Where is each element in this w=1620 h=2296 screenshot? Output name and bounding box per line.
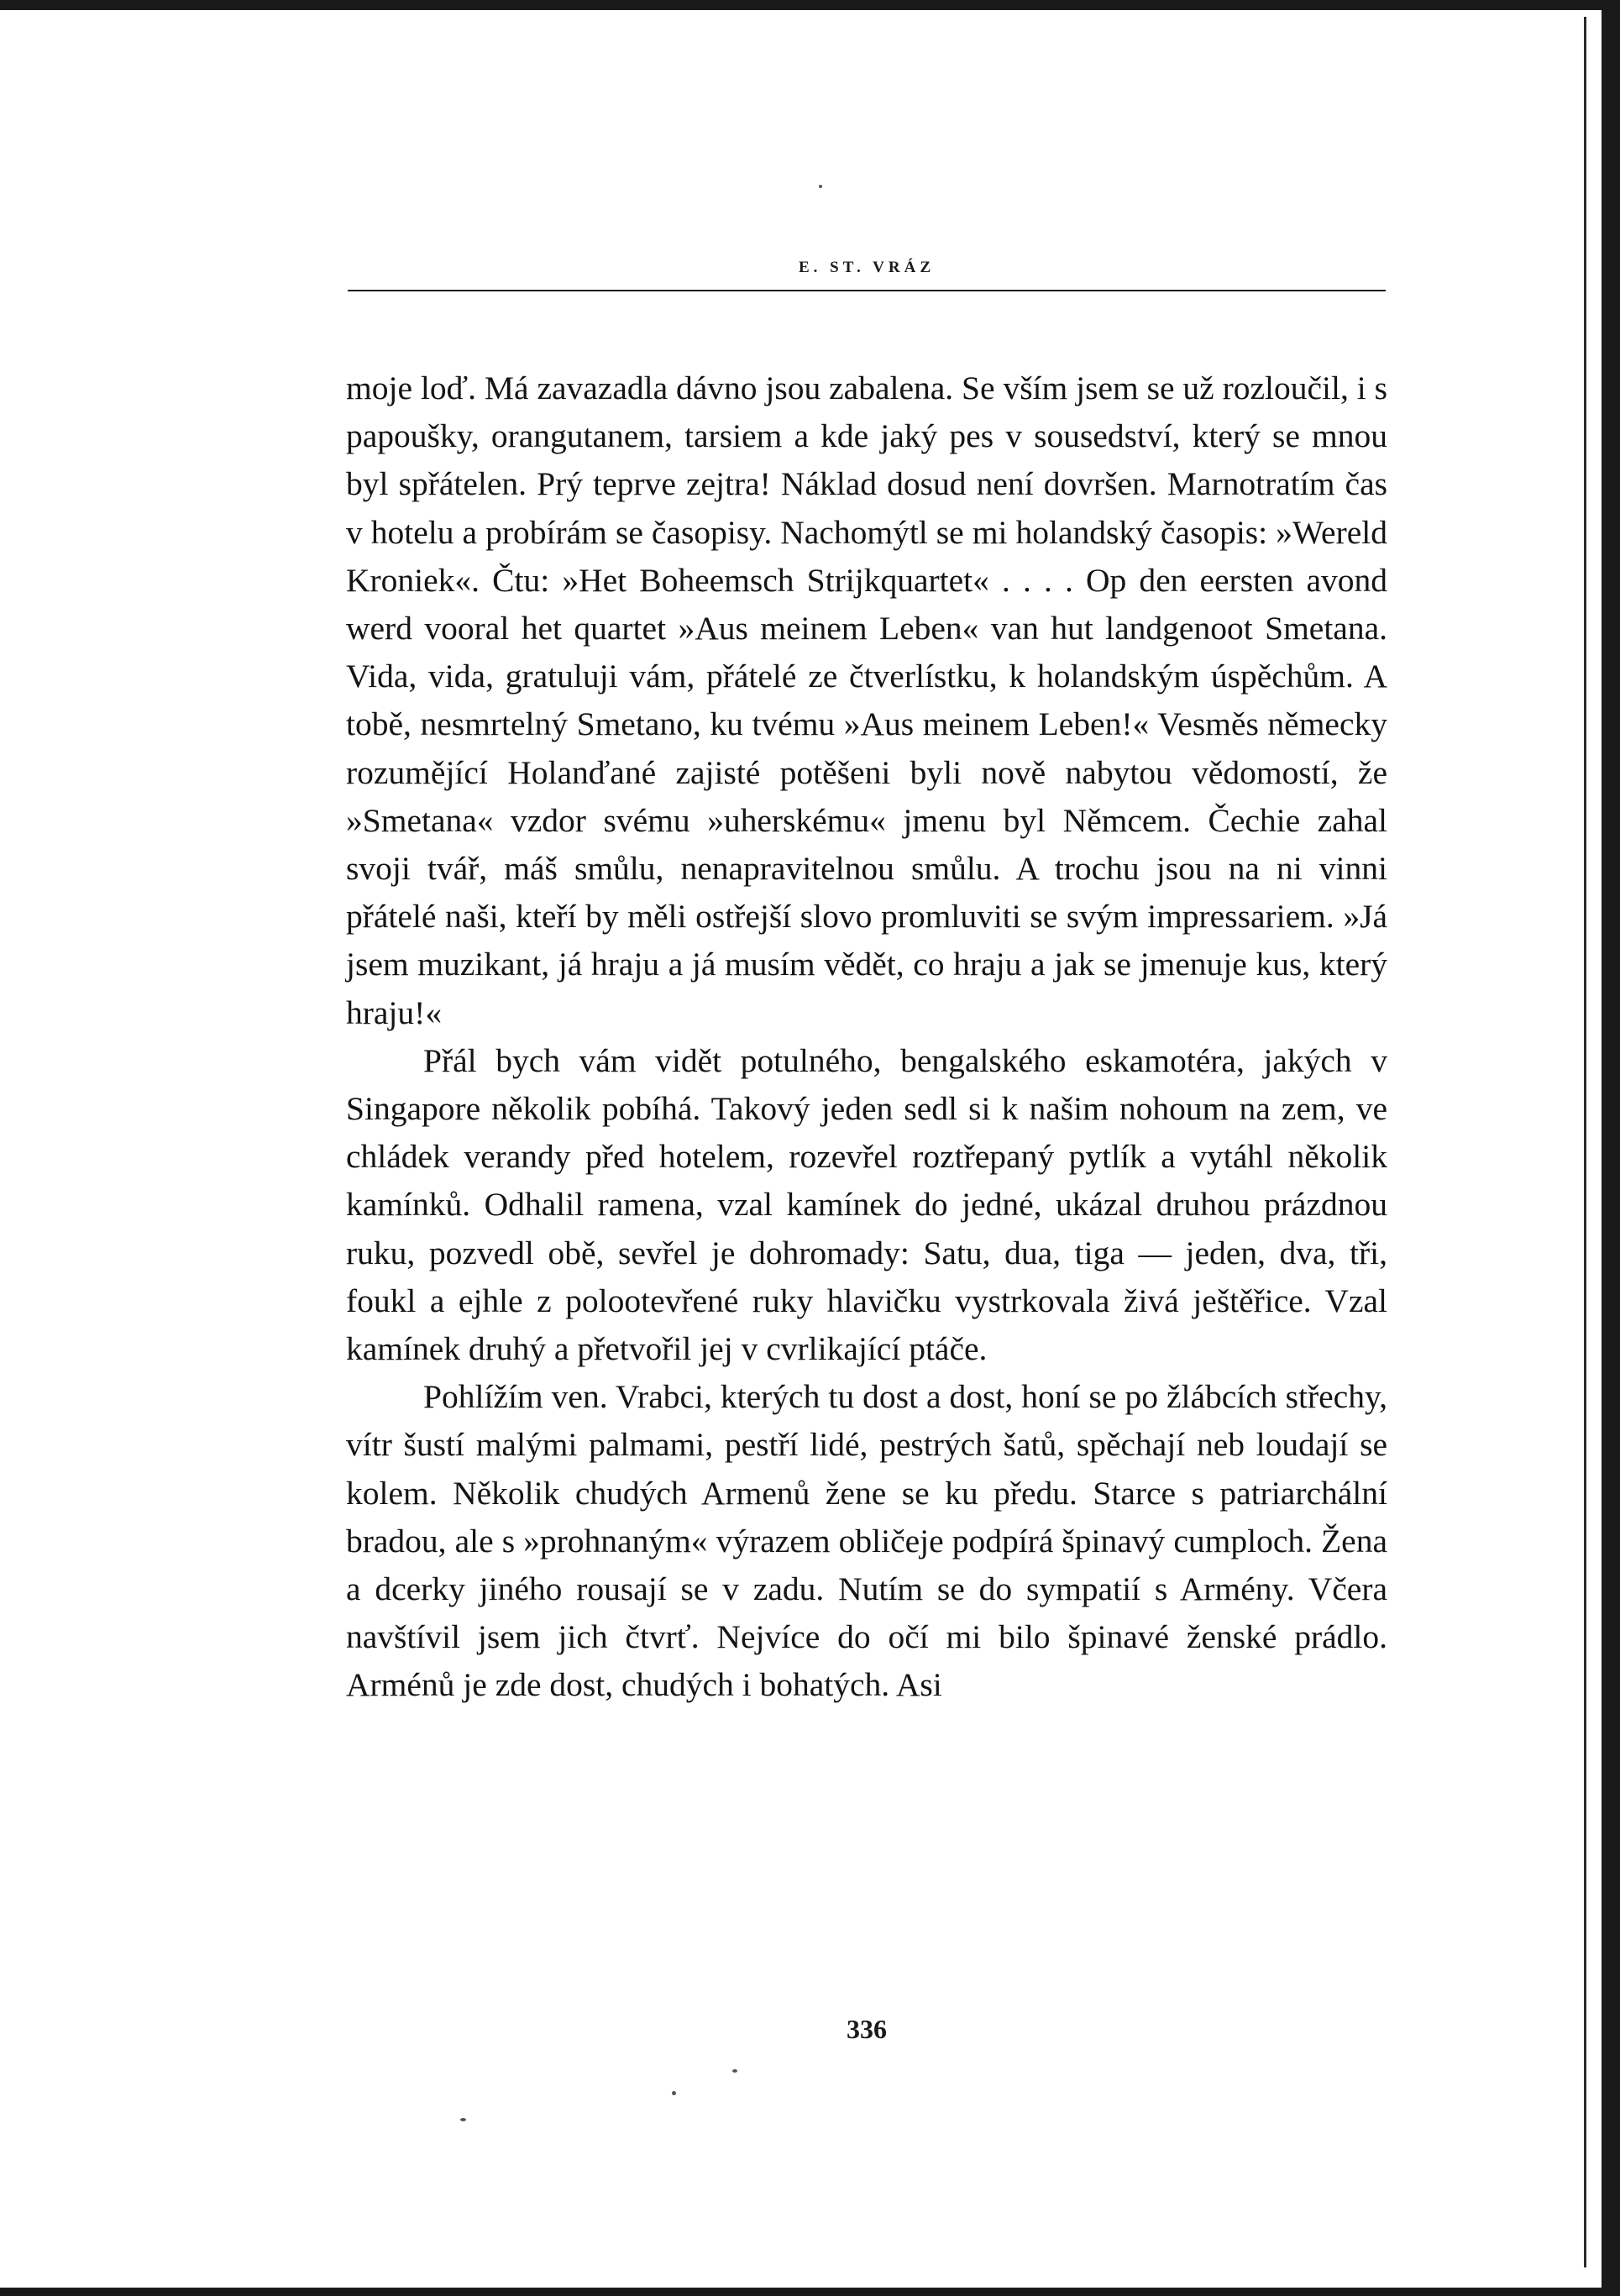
body-text	[346, 364, 1387, 1710]
scan-speck	[819, 185, 822, 188]
paragraph-1: moje loď. Má zavazadla dávno jsou zabalena. Se vším jsem se už rozloučil, i s papoušky, orangutanem, tarsiem a kde jaký pes v sousedství, který se mnou byl spřátelen. Prý teprve zejtra! Náklad dosud není dovršen. Marnotratím čas v hotelu a probírám se časopisy. Nachomýtl se mi holandský časopis: »Wereld Kroniek«. Čtu: »Het Boheemsch Strijkquartet« . . . . Op den eersten avond werd vooral het quartet »Aus meinem Leben« van hut landgenoot Smetana. Vida, vida, gratuluji vám, přátelé ze čtverlístku, k holandským úspěchům. A tobě, nesmrtelný Smetano, ku tvému »Aus meinem Leben!« Vesměs německy rozumějící Holanďané zajisté potěšeni byli nově nabytou vědomostí, že »Smetana« vzdor svému »uherskému« jmenu byl Němcem. Čechie zahal svoji tvář, máš smůlu, nenapravitelnou smůlu. A trochu jsou na ni vinni přátelé naši, kteří by měli ostřejší slovo promluviti se svým impressariem. »Já jsem muzikant, já hraju a já musím vědět, co hraju a jak se jmenuje kus, který hraju!«	[346, 370, 1387, 1031]
scan-speck	[732, 2069, 737, 2073]
scan-edge-top	[0, 0, 1620, 10]
scan-edge-bottom	[0, 2288, 1620, 2296]
scan-edge-right-shadow	[1584, 17, 1586, 2267]
scan-speck	[460, 2118, 466, 2121]
running-header	[348, 259, 1386, 292]
paragraph-3: Pohlížím ven. Vrabci, kterých tu dost a dost, honí se po žlábcích střechy, vítr šustí malými palmami, pestří lidé, pestrých šatů, spěchají neb loudají se kolem. Několik chudých Armenů žene se ku předu. Starce s patriarchální bradou, ale s »prohnaným« výrazem obličeje podpírá špinavý cumploch. Žena a dcerky jiného rousají se v zadu. Nutím se do sympatií s Armény. Včera navštívil jsem jich čtvrť. Nejvíce do očí mi bilo špinavé ženské prádlo. Arménů je zde dost, chudých i bohatých. Asi	[346, 1378, 1387, 1704]
paragraph-2: Přál bych vám vidět potulného, bengalského eskamotéra, jakých v Singapore několik pobíhá. Takový jeden sedl si k našim nohoum na zem, ve chládek verandy před hotelem, rozevřel roztřepaný pytlík a vytáhl několik kamínků. Odhalil ramena, vzal kamínek do jedné, ukázal druhou prázdnou ruku, pozvedl obě, sevřel je dohromady: Satu, dua, tiga — jeden, dva, tři, foukl a ejhle z polootevřené ruky hlavičku vystrkovala živá ještěřice. Vzal kamínek druhý a přetvořil jej v cvrlikající ptáče.	[346, 1041, 1387, 1368]
scan-speck	[672, 2091, 676, 2095]
page-number: 336	[847, 2014, 887, 2044]
header-rule	[348, 290, 1386, 291]
scan-edge-right	[1602, 0, 1620, 2296]
running-title: E. ST. VRÁZ	[799, 259, 935, 276]
